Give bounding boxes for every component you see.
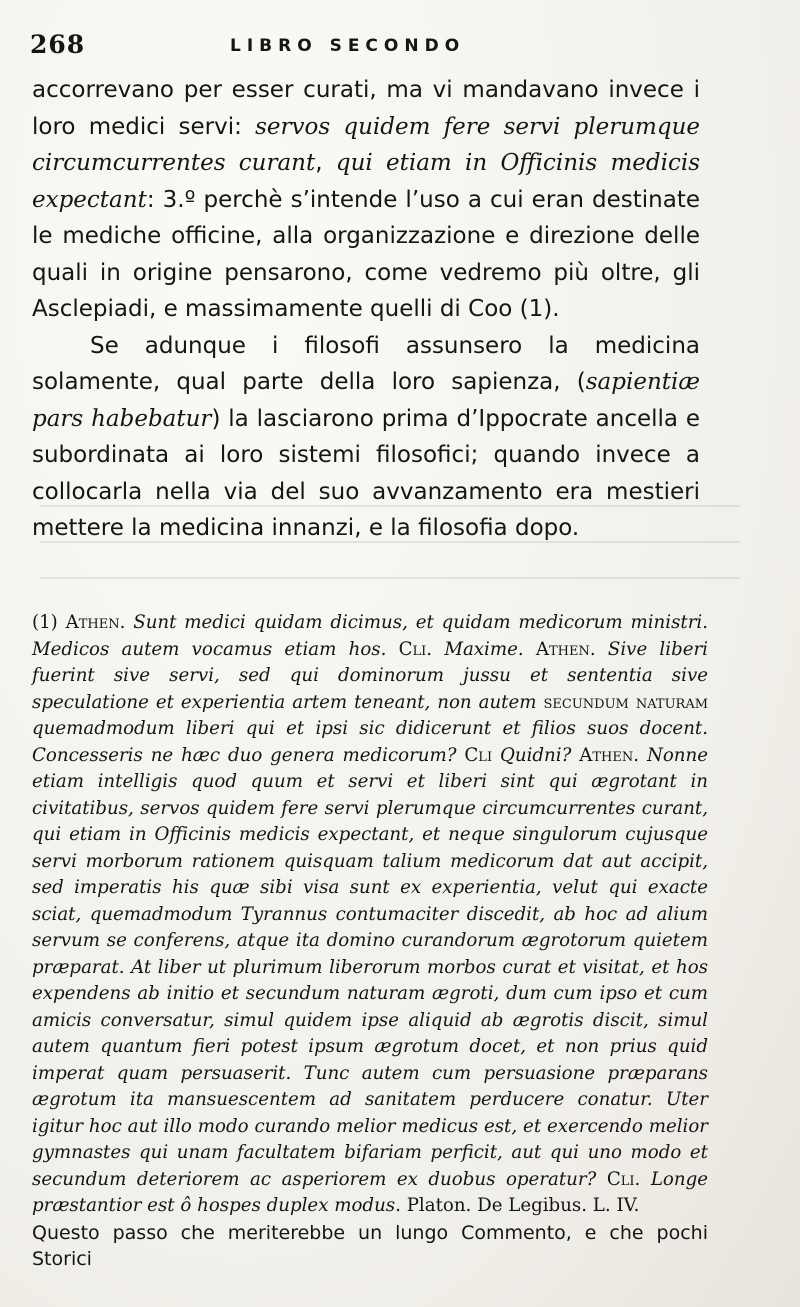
speaker-athen-3: Athen.: [579, 744, 640, 766]
paragraph-1: [32, 72, 700, 328]
speaker-cli-2: Cli: [464, 744, 493, 766]
p2-text-1: Se adunque i filosofi assunsero la medicina solamente, qual parte della loro sapienza, (: [32, 332, 700, 395]
paragraph-2: [32, 328, 700, 547]
p1-text-3: : 3.º perchè s’intende l’uso a cui eran destinate le mediche officine, alla organizzazione e direzione delle quali in origine pensarono, come vedremo più oltre, gli Asclepiadi, e massimamente quelli di Coo (1).: [32, 186, 700, 322]
p1-text-1: accorrevano per esser curati, ma vi mandavano invece i loro medici servi:: [32, 77, 700, 140]
footnote: [32, 610, 708, 1273]
footnote-marker: (1): [32, 612, 66, 633]
footnote-segment-3: Sive liberi fuerint sive servi, sed qui dominorum jussu et sententia sive speculatione et experientia artem teneant, non autem: [32, 638, 708, 713]
p2-latin-1: sapientiæ pars habebatur: [32, 369, 700, 432]
footnote-segment-7: Longe præstantior est ô hospes duplex modus.: [32, 1168, 708, 1216]
running-head: LIBRO SECONDO: [230, 36, 466, 56]
speaker-cli-3: Cli.: [606, 1168, 641, 1190]
footnote-continuation: Questo passo che meriterebbe un lungo Commento, e che pochi Storici: [32, 1221, 708, 1270]
speaker-cli-1: Cli.: [398, 638, 433, 660]
footnote-segment-2: Maxime.: [432, 638, 536, 660]
main-text: [32, 72, 700, 547]
small-caps-phrase: secundum naturam: [543, 691, 709, 713]
footnote-segment-5: Quidni?: [492, 744, 580, 766]
speaker-athen-1: Athen.: [65, 612, 126, 633]
page-header: [30, 30, 720, 70]
p1-text-2: ,: [315, 150, 336, 176]
p1-latin-1: servos quidem fere servi plerumque circumcurrentes curant: [32, 113, 700, 176]
speaker-athen-2: Athen.: [535, 638, 596, 660]
footnote-paragraph: [32, 610, 708, 1220]
p1-latin-2: qui etiam in Officinis medicis expectant: [32, 150, 701, 213]
p2-text-2: ) la lasciarono prima d’Ippocrate ancella e subordinata ai loro sistemi filosofici; quando invece a collocarla nella via del suo avvanzamento era mestieri mettere la medicina innanzi, e la filosofia dopo.: [32, 405, 701, 541]
footnote-segment-1: Sunt medici quidam dicimus, et quidam medicorum ministri. Medicos autem vocamus etiam hos.: [32, 612, 708, 660]
footnote-segment-6: Nonne etiam intelligis quod quum et servi et liberi sint qui ægrotant in civitatibus, servos quidem fere servi plerumque circumcurrentes curant, qui etiam in Officinis medicis expectant, et neque singulorum cujusque servi morborum rationem quisquam talium medicorum dat aut accipit, sed imperatis his quæ sibi visa sunt ex experientia, velut qui exacte sciat, quemadmodum Tyrannus contumaciter discedit, ab hoc ad alium servum se conferens, atque ita domino curandorum ægrotorum quietem præparat. At liber ut plurimum liberorum morbos curat et visitat, et hos expendens ab initio et secundum naturam ægroti, dum cum ipso et cum amicis conversatur, simul quidem ipse aliquid ab ægrotis discit, simul autem quantum fieri potest ipsum ægrotum docet, et non prius quid imperat quam persuaserit. Tunc autem cum persuasione præparans ægrotum ita mansuescentem ad sanitatem perducere conatur. Uter igitur hoc aut illo modo curando melior medicus est, et exercendo melior gymnastes qui unam facultatem bifariam perficit, aut qui uno modo et secundum deteriorem ac asperiorem ex duobus operatur?: [32, 744, 708, 1190]
footnote-segment-4: quemadmodum liberi qui et ipsi sic didicerunt et filios suos docent. Concesseris ne hæc duo genera medicorum?: [32, 718, 708, 766]
footnote-citation: Platon. De Legibus. L. IV.: [406, 1195, 640, 1216]
page-number: 268: [30, 30, 86, 59]
